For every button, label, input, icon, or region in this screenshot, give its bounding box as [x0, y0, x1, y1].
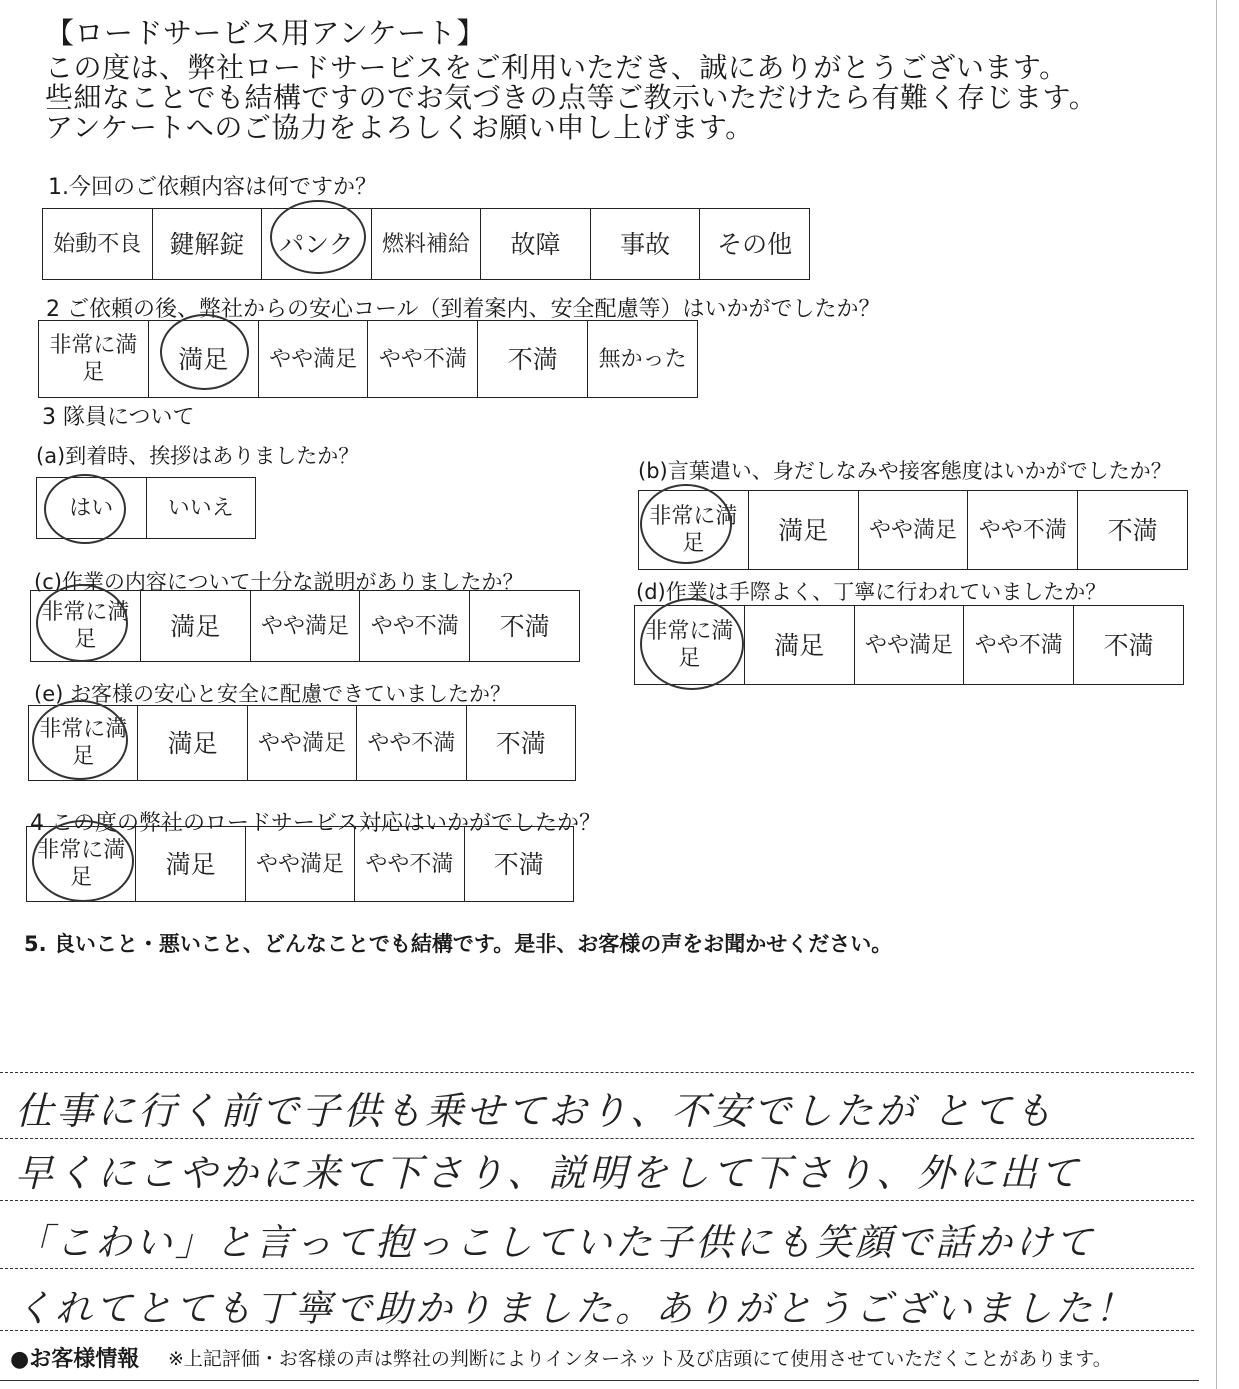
q3b-label: (b)言葉遣い、身だしなみや接客態度はいかがでしたか？	[638, 459, 1172, 483]
q3c-selection-circle	[36, 584, 128, 662]
answer-line-2	[0, 1138, 1194, 1139]
q1-option-breakdown[interactable]: 故障	[481, 209, 591, 280]
q3d-option-satisfied[interactable]: 満足	[744, 606, 854, 685]
q2-options	[38, 320, 698, 398]
q4-option-satisfied[interactable]: 満足	[136, 827, 245, 902]
intro-line-2: 些細なことでも結構ですのでお気づきの点等ご教示いただけたら有難く存じます。	[45, 81, 1098, 114]
handwritten-line-4: くれてとても丁寧で助かりました。ありがとうございました！	[15, 1287, 1135, 1330]
customer-info-header	[10, 1342, 139, 1373]
q2-option-somewhat-dissatisfied[interactable]: やや不満	[368, 321, 478, 398]
q3e-label: (e) お客様の安心と安全に配慮できていましたか？	[34, 682, 511, 706]
q3e-option-satisfied[interactable]: 満足	[138, 706, 247, 781]
q4-selection-circle	[32, 820, 134, 902]
q3e-selection-circle	[32, 700, 128, 780]
q1-option-other[interactable]: その他	[700, 209, 810, 280]
answer-line-4	[0, 1268, 1194, 1269]
q3d-option-somewhat-satisfied[interactable]: やや満足	[854, 606, 964, 685]
q4-option-somewhat-dissatisfied[interactable]: やや不満	[355, 827, 464, 902]
answer-line-1	[0, 1072, 1194, 1073]
q3a-option-no[interactable]: いいえ	[146, 478, 256, 539]
handwritten-line-2: 早くにこやかに来て下さり、説明をして下さり、外に出て	[15, 1151, 1082, 1195]
q3a-label: (a)到着時、挨拶はありましたか？	[36, 444, 360, 468]
answer-line-3	[0, 1200, 1194, 1201]
q2-option-none[interactable]: 無かった	[588, 321, 698, 398]
q3b-option-satisfied[interactable]: 満足	[748, 491, 858, 570]
q3e-option-very-satisfied[interactable]: 非常に満足	[29, 706, 138, 781]
q2-option-very-satisfied[interactable]: 非常に満足	[39, 321, 149, 398]
handwritten-line-3: 「こわい」と言って抱っこしていた子供にも笑顔で話かけて	[15, 1221, 1095, 1264]
q1-option-accident[interactable]: 事故	[590, 209, 700, 280]
q1-selection-circle	[270, 200, 366, 274]
q2-option-dissatisfied[interactable]: 不満	[478, 321, 588, 398]
q3c-option-satisfied[interactable]: 満足	[140, 591, 250, 662]
q3b-selection-circle	[640, 484, 732, 564]
q5-label: 5. 良いこと・悪いこと、どんなことでも結構です。是非、お客様の声をお聞かせください。	[24, 932, 893, 956]
q4-option-very-satisfied[interactable]: 非常に満足	[27, 827, 136, 902]
q4-option-somewhat-satisfied[interactable]: やや満足	[245, 827, 354, 902]
q2-selection-circle	[160, 314, 249, 390]
customer-info-title: お客様情報	[29, 1347, 140, 1372]
q3b-option-very-satisfied[interactable]: 非常に満足	[639, 491, 749, 570]
q3b-option-dissatisfied[interactable]: 不満	[1078, 491, 1188, 570]
handwritten-line-1: 仕事に行く前で子供も乗せており、不安でしたが とても	[15, 1089, 1056, 1133]
survey-title: 【ロードサービス用アンケート】	[45, 16, 486, 50]
q1-options	[42, 208, 810, 280]
q2-label: 2 ご依頼の後、弊社からの安心コール（到着案内、安全配慮等）はいかがでしたか？	[46, 297, 881, 322]
q3b-option-somewhat-dissatisfied[interactable]: やや不満	[968, 491, 1078, 570]
q3a-selection-circle	[44, 474, 126, 544]
q3d-option-dissatisfied[interactable]: 不満	[1074, 606, 1184, 685]
q1-label: 1.今回のご依頼内容は何ですか？	[48, 175, 377, 200]
q3d-label: (d)作業は手際よく、丁寧に行われていましたか？	[636, 580, 1107, 604]
q3d-selection-circle	[640, 598, 744, 690]
q4-option-dissatisfied[interactable]: 不満	[464, 827, 573, 902]
q3c-option-somewhat-satisfied[interactable]: やや満足	[250, 591, 360, 662]
q3b-option-somewhat-satisfied[interactable]: やや満足	[858, 491, 968, 570]
q3-label: 3 隊員について	[42, 405, 195, 430]
q3d-option-very-satisfied[interactable]: 非常に満足	[635, 606, 745, 685]
bullet-icon: ●	[10, 1347, 30, 1372]
footer-rule	[0, 1380, 1199, 1381]
q3d-option-somewhat-dissatisfied[interactable]: やや不満	[964, 606, 1074, 685]
q3c-option-very-satisfied[interactable]: 非常に満足	[31, 591, 141, 662]
q1-option-start-failure[interactable]: 始動不良	[43, 209, 153, 280]
q4-label: 4 この度の弊社のロードサービス対応はいかがでしたか？	[30, 811, 601, 836]
q3c-option-somewhat-dissatisfied[interactable]: やや不満	[360, 591, 470, 662]
q2-option-satisfied[interactable]: 満足	[148, 321, 258, 398]
q1-option-unlock[interactable]: 鍵解錠	[152, 209, 262, 280]
intro-line-3: アンケートへのご協力をよろしくお願い申し上げます。	[45, 111, 754, 144]
q3e-option-dissatisfied[interactable]: 不満	[466, 706, 575, 781]
q3c-label: (c)作業の内容について十分な説明がありましたか？	[34, 570, 524, 594]
q3c-option-dissatisfied[interactable]: 不満	[470, 591, 580, 662]
usage-note: ※上記評価・お客様の声は弊社の判断によりインターネット及び店頭にて使用させていただくことがあります。	[168, 1348, 1112, 1370]
page-edge-line	[1216, 0, 1217, 1389]
q2-option-somewhat-satisfied[interactable]: やや満足	[258, 321, 368, 398]
q3a-option-yes[interactable]: はい	[37, 478, 147, 539]
q1-option-fuel[interactable]: 燃料補給	[371, 209, 481, 280]
q1-option-flat-tire[interactable]: パンク	[262, 209, 372, 280]
intro-line-1: この度は、弊社ロードサービスをご利用いただき、誠にありがとうございます。	[45, 51, 1068, 84]
q3e-option-somewhat-dissatisfied[interactable]: やや不満	[357, 706, 466, 781]
q3e-option-somewhat-satisfied[interactable]: やや満足	[247, 706, 356, 781]
